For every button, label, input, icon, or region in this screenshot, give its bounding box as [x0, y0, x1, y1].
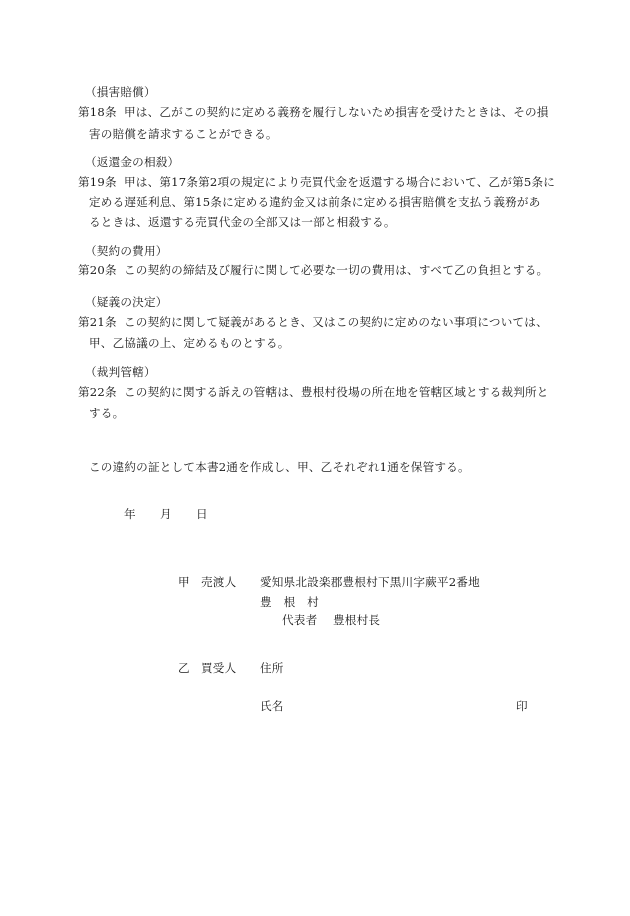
article-20-heading: （契約の費用） [85, 244, 168, 258]
article-20 [78, 262, 556, 278]
article-18-line-1: 甲は、乙がこの契約に定める義務を履行しないため損害を受けたときは、その損 [124, 105, 549, 119]
date-month-label: 月 [160, 507, 172, 521]
seller-address: 愛知県北設楽郡豊根村下黒川字蕨平2番地 [260, 575, 480, 589]
article-20-number: 第20条 [78, 263, 117, 277]
article-22-line-2: する。 [89, 406, 125, 420]
article-21-number: 第21条 [78, 315, 117, 329]
article-21 [78, 314, 556, 351]
article-21-line-1: この契約に関して疑義があるとき、又はこの契約に定めのない事項については、 [124, 315, 548, 329]
article-18 [78, 104, 556, 142]
buyer-role: 買受人 [201, 661, 237, 675]
article-22-heading: （裁判管轄） [85, 365, 156, 379]
article-18-line-2: 害の賠償を請求することができる。 [89, 127, 278, 141]
buyer-address-label: 住所 [260, 661, 284, 675]
article-22 [78, 384, 556, 421]
date-day-label: 日 [196, 507, 208, 521]
buyer-name-label: 氏名 [260, 699, 284, 713]
article-18-number: 第18条 [78, 105, 117, 119]
article-21-line-2: 甲、乙協議の上、定めるものとする。 [89, 336, 290, 350]
article-19-number: 第19条 [78, 175, 117, 189]
seller-rep-label: 代表者 [282, 613, 318, 627]
closing-statement: この違約の証として本書2通を作成し、甲、乙それぞれ1通を保管する。 [89, 460, 470, 474]
date-year-label: 年 [124, 507, 136, 521]
article-19 [78, 174, 556, 230]
article-21-heading: （疑義の決定） [85, 295, 168, 309]
seller-rep-name: 豊根村長 [333, 613, 381, 627]
seller-party: 甲 [178, 575, 190, 589]
article-19-line-3: るときは、返還する売買代金の全部又は一部と相殺する。 [89, 215, 396, 229]
article-22-number: 第22条 [78, 385, 117, 399]
seal-mark: 印 [516, 699, 528, 713]
article-19-heading: （返還金の相殺） [85, 155, 180, 169]
article-19-line-2: 定める遅延利息、第15条に定める違約金又は前条に定める損害賠償を支払う義務があ [89, 195, 541, 209]
seller-role: 売渡人 [201, 575, 237, 589]
article-19-line-1: 甲は、第17条第2項の規定により売買代金を返還する場合において、乙が第5条に [124, 175, 556, 189]
seller-name: 豊 根 村 [260, 595, 319, 609]
article-18-heading: （損害賠償） [85, 85, 156, 99]
buyer-party: 乙 [178, 661, 190, 675]
article-20-line-1: この契約の締結及び履行に関して必要な一切の費用は、すべて乙の負担とする。 [124, 263, 549, 277]
article-22-line-1: この契約に関する訴えの管轄は、豊根村役場の所在地を管轄区域とする裁判所と [124, 385, 549, 399]
